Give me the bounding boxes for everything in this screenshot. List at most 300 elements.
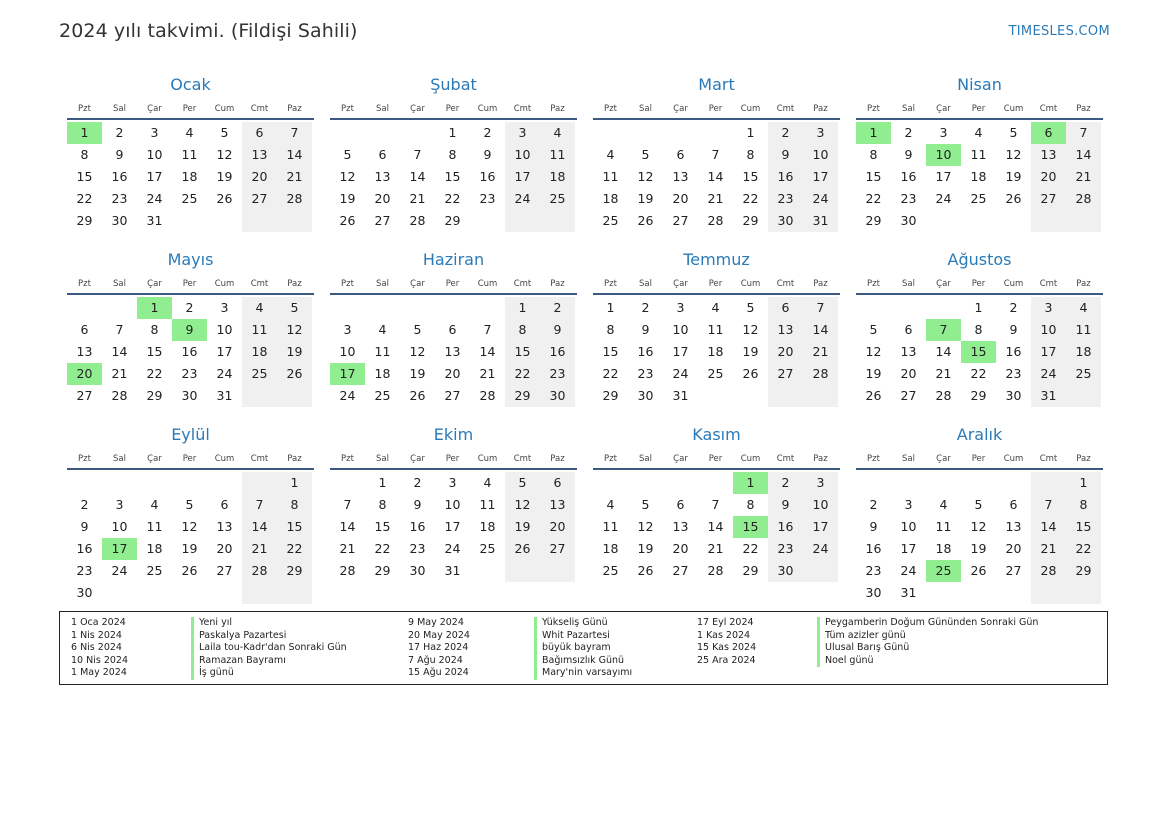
empty-cell <box>856 297 891 319</box>
day-cell: 21 <box>409 191 426 206</box>
day-cell: 17 <box>803 166 838 188</box>
weekday-label: Çar <box>147 279 162 289</box>
day-cell: 30 <box>111 213 128 228</box>
day-cell: 14 <box>409 169 426 184</box>
day-cell: 7 <box>242 494 277 516</box>
week-row <box>593 363 840 385</box>
day-cell: 3 <box>803 122 838 144</box>
day-cell: 13 <box>768 319 803 341</box>
empty-cell <box>365 122 400 144</box>
day-cell: 29 <box>742 563 759 578</box>
day-cell: 7 <box>483 322 492 337</box>
week-row <box>67 144 314 166</box>
month-12 <box>856 424 1103 604</box>
day-cell: 18 <box>540 166 575 188</box>
month-name: Temmuz <box>683 250 750 269</box>
day-cell: 8 <box>150 322 159 337</box>
weekday-label: Cmt <box>250 279 269 289</box>
day-cell: 28 <box>277 188 312 210</box>
week-row <box>330 144 577 166</box>
empty-cell <box>803 385 838 407</box>
empty-cell <box>207 582 242 604</box>
week-row <box>856 538 1103 560</box>
day-cell: 3 <box>150 125 159 140</box>
weekday-label: Paz <box>287 454 302 464</box>
weekday-header <box>67 277 314 293</box>
day-cell: 10 <box>1031 319 1066 341</box>
day-cell: 5 <box>869 322 878 337</box>
day-cell: 2 <box>115 125 124 140</box>
day-cell: 8 <box>378 497 387 512</box>
day-cell: 9 <box>413 497 422 512</box>
week-row <box>856 494 1103 516</box>
day-cell: 24 <box>146 191 163 206</box>
empty-cell <box>891 297 926 319</box>
day-cell: 15 <box>277 516 312 538</box>
week-row <box>593 341 840 363</box>
legend-holiday-name: Noel günü <box>817 655 1038 668</box>
month-name: Ekim <box>433 425 474 444</box>
month-7 <box>593 249 840 407</box>
day-cell: 6 <box>220 497 229 512</box>
week-row <box>856 319 1103 341</box>
day-cell: 1 <box>277 472 312 494</box>
day-cell: 2 <box>483 125 492 140</box>
day-cell: 3 <box>448 475 457 490</box>
day-cell: 30 <box>768 210 803 232</box>
day-cell: 9 <box>483 147 492 162</box>
weekday-label: Çar <box>936 454 951 464</box>
day-cell: 29 <box>374 563 391 578</box>
weekday-label: Pzt <box>867 279 880 289</box>
weekday-label: Cmt <box>1039 104 1058 114</box>
day-cell: 17 <box>672 344 689 359</box>
weekday-label: Paz <box>813 454 828 464</box>
week-row <box>330 494 577 516</box>
empty-cell <box>1066 210 1101 232</box>
day-cell: 19 <box>339 191 356 206</box>
empty-cell <box>996 582 1031 604</box>
day-cell: 5 <box>277 297 312 319</box>
day-cell: 9 <box>80 519 89 534</box>
page-title: 2024 yılı takvimi. (Fildişi Sahili) <box>59 20 358 42</box>
day-cell: 13 <box>1005 519 1022 534</box>
day-cell: 14 <box>277 144 312 166</box>
day-cell: 19 <box>277 341 312 363</box>
day-cell: 14 <box>935 344 952 359</box>
day-cell: 1 <box>606 300 615 315</box>
empty-cell <box>663 472 698 494</box>
month-name: Haziran <box>422 250 485 269</box>
day-cell: 12 <box>216 147 233 162</box>
weekday-label: Cum <box>1003 104 1024 114</box>
weekday-header <box>67 452 314 468</box>
holiday-legend <box>59 611 1108 685</box>
week-row <box>593 560 840 582</box>
day-cell: 29 <box>277 560 312 582</box>
weekday-label: Pzt <box>604 279 617 289</box>
weekday-label: Çar <box>147 104 162 114</box>
day-cell: 18 <box>602 541 619 556</box>
day-cell: 27 <box>216 563 233 578</box>
week-row <box>330 341 577 363</box>
header-divider <box>330 118 577 120</box>
week-row <box>330 472 577 494</box>
day-cell: 24 <box>803 538 838 560</box>
day-cell: 23 <box>479 191 496 206</box>
day-cell: 30 <box>540 385 575 407</box>
day-cell: 7 <box>343 497 352 512</box>
week-row <box>856 472 1103 494</box>
empty-cell <box>856 472 891 494</box>
day-cell: 7 <box>1031 494 1066 516</box>
weekday-header <box>330 102 577 118</box>
weekday-label: Sal <box>376 279 389 289</box>
empty-cell <box>891 472 926 494</box>
week-row <box>856 363 1103 385</box>
holiday-day-cell: 25 <box>926 560 961 582</box>
week-row <box>330 166 577 188</box>
day-cell: 19 <box>637 191 654 206</box>
day-cell: 30 <box>1005 388 1022 403</box>
weekday-header <box>856 102 1103 118</box>
day-cell: 4 <box>711 300 720 315</box>
day-cell: 25 <box>602 563 619 578</box>
legend-date: 20 May 2024 <box>408 629 470 641</box>
holiday-day-cell: 15 <box>961 341 996 363</box>
empty-cell <box>172 472 207 494</box>
day-cell: 14 <box>479 344 496 359</box>
legend-dates-column <box>697 617 756 667</box>
legend-names-column <box>817 617 1038 667</box>
day-cell: 30 <box>865 585 882 600</box>
weekday-label: Cmt <box>250 104 269 114</box>
week-row <box>856 144 1103 166</box>
empty-cell <box>803 560 838 582</box>
empty-cell <box>242 385 277 407</box>
header-divider <box>67 118 314 120</box>
empty-cell <box>277 582 312 604</box>
week-row <box>67 166 314 188</box>
day-cell: 19 <box>216 169 233 184</box>
day-cell: 10 <box>444 497 461 512</box>
day-cell: 10 <box>900 519 917 534</box>
empty-cell <box>628 122 663 144</box>
day-cell: 24 <box>216 366 233 381</box>
week-row <box>593 516 840 538</box>
day-cell: 26 <box>1005 191 1022 206</box>
week-row <box>856 166 1103 188</box>
day-cell: 26 <box>339 213 356 228</box>
day-cell: 18 <box>970 169 987 184</box>
day-cell: 2 <box>80 497 89 512</box>
day-cell: 22 <box>970 366 987 381</box>
week-row <box>593 472 840 494</box>
day-cell: 31 <box>900 585 917 600</box>
day-cell: 29 <box>742 213 759 228</box>
empty-cell <box>1066 385 1101 407</box>
weekday-label: Pzt <box>78 279 91 289</box>
empty-cell <box>172 210 207 232</box>
weekday-label: Sal <box>902 454 915 464</box>
day-cell: 26 <box>637 563 654 578</box>
week-row <box>330 516 577 538</box>
holiday-day-cell: 6 <box>1031 122 1066 144</box>
day-cell: 27 <box>76 388 93 403</box>
day-cell: 16 <box>1005 344 1022 359</box>
day-cell: 18 <box>374 366 391 381</box>
month-name: Ağustos <box>947 250 1012 269</box>
week-row <box>330 560 577 582</box>
empty-cell <box>698 122 733 144</box>
day-cell: 16 <box>540 341 575 363</box>
day-cell: 12 <box>865 344 882 359</box>
week-row <box>593 494 840 516</box>
day-cell: 5 <box>746 300 755 315</box>
day-cell: 28 <box>707 563 724 578</box>
week-row <box>67 341 314 363</box>
weekday-label: Pzt <box>341 454 354 464</box>
header-divider <box>330 468 577 470</box>
weekday-label: Paz <box>550 279 565 289</box>
day-cell: 8 <box>746 147 755 162</box>
week-row <box>593 385 840 407</box>
day-cell: 4 <box>540 122 575 144</box>
day-cell: 21 <box>1031 538 1066 560</box>
day-cell: 16 <box>900 169 917 184</box>
day-cell: 21 <box>111 366 128 381</box>
weekday-header <box>593 452 840 468</box>
day-cell: 26 <box>181 563 198 578</box>
day-cell: 22 <box>742 541 759 556</box>
weekday-label: Cmt <box>250 454 269 464</box>
day-cell: 9 <box>540 319 575 341</box>
empty-cell <box>102 297 137 319</box>
day-cell: 15 <box>865 169 882 184</box>
day-cell: 19 <box>637 541 654 556</box>
day-cell: 16 <box>409 519 426 534</box>
brand-link[interactable]: TIMESLES.COM <box>1008 24 1110 39</box>
month-3 <box>593 74 840 232</box>
day-cell: 28 <box>479 388 496 403</box>
day-cell: 20 <box>242 166 277 188</box>
day-cell: 30 <box>637 388 654 403</box>
day-cell: 13 <box>672 519 689 534</box>
empty-cell <box>400 297 435 319</box>
day-cell: 28 <box>803 363 838 385</box>
day-cell: 25 <box>602 213 619 228</box>
day-cell: 5 <box>185 497 194 512</box>
day-cell: 1 <box>448 125 457 140</box>
day-cell: 9 <box>1009 322 1018 337</box>
day-cell: 20 <box>374 191 391 206</box>
day-cell: 10 <box>339 344 356 359</box>
legend-date: 1 Nis 2024 <box>71 629 122 641</box>
day-cell: 28 <box>339 563 356 578</box>
week-row <box>67 472 314 494</box>
day-cell: 29 <box>76 213 93 228</box>
week-row <box>593 538 840 560</box>
day-cell: 7 <box>1066 122 1101 144</box>
header-divider <box>593 293 840 295</box>
day-cell: 22 <box>505 363 540 385</box>
day-cell: 30 <box>768 560 803 582</box>
weekday-label: Sal <box>113 279 126 289</box>
day-cell: 3 <box>904 497 913 512</box>
weekday-label: Per <box>971 454 986 464</box>
weekday-label: Paz <box>1076 104 1091 114</box>
weekday-label: Sal <box>639 279 652 289</box>
day-cell: 22 <box>76 191 93 206</box>
day-cell: 2 <box>413 475 422 490</box>
day-cell: 20 <box>1005 541 1022 556</box>
day-cell: 6 <box>540 472 575 494</box>
day-cell: 10 <box>672 322 689 337</box>
weekday-label: Pzt <box>867 454 880 464</box>
weekday-label: Cum <box>214 104 235 114</box>
day-cell: 3 <box>505 122 540 144</box>
empty-cell <box>768 385 803 407</box>
weekday-label: Sal <box>902 104 915 114</box>
legend-holiday-name: İş günü <box>191 667 347 680</box>
day-cell: 5 <box>641 147 650 162</box>
day-cell: 8 <box>606 322 615 337</box>
day-cell: 11 <box>374 344 391 359</box>
day-cell: 27 <box>242 188 277 210</box>
empty-cell <box>137 472 172 494</box>
month-name: Mart <box>698 75 735 94</box>
day-cell: 23 <box>409 541 426 556</box>
day-cell: 24 <box>803 188 838 210</box>
day-cell: 19 <box>970 541 987 556</box>
day-cell: 11 <box>540 144 575 166</box>
legend-date: 17 Haz 2024 <box>408 642 469 653</box>
day-cell: 28 <box>935 388 952 403</box>
legend-holiday-name: büyük bayram <box>534 642 632 655</box>
day-cell: 11 <box>181 147 198 162</box>
day-cell: 8 <box>1066 494 1101 516</box>
day-cell: 23 <box>111 191 128 206</box>
day-cell: 20 <box>768 341 803 363</box>
header-divider <box>330 293 577 295</box>
day-cell: 6 <box>242 122 277 144</box>
weekday-label: Çar <box>147 454 162 464</box>
weekday-label: Çar <box>410 104 425 114</box>
day-cell: 4 <box>606 497 615 512</box>
weekday-label: Çar <box>673 279 688 289</box>
day-cell: 3 <box>343 322 352 337</box>
day-cell: 24 <box>505 188 540 210</box>
day-cell: 25 <box>1066 363 1101 385</box>
day-cell: 6 <box>1009 497 1018 512</box>
day-cell: 25 <box>707 366 724 381</box>
holiday-day-cell: 1 <box>856 122 891 144</box>
weekday-label: Per <box>445 279 460 289</box>
day-cell: 19 <box>1005 169 1022 184</box>
legend-date: 1 Kas 2024 <box>697 629 751 641</box>
empty-cell <box>470 297 505 319</box>
day-cell: 2 <box>869 497 878 512</box>
day-cell: 2 <box>185 300 194 315</box>
day-cell: 3 <box>676 300 685 315</box>
day-cell: 28 <box>1066 188 1101 210</box>
weekday-label: Çar <box>410 279 425 289</box>
day-cell: 2 <box>641 300 650 315</box>
month-1 <box>67 74 314 232</box>
day-cell: 15 <box>742 169 759 184</box>
empty-cell <box>277 385 312 407</box>
day-cell: 4 <box>974 125 983 140</box>
day-cell: 27 <box>540 538 575 560</box>
empty-cell <box>435 297 470 319</box>
day-cell: 17 <box>146 169 163 184</box>
day-cell: 16 <box>479 169 496 184</box>
day-cell: 27 <box>1005 563 1022 578</box>
day-cell: 23 <box>540 363 575 385</box>
day-cell: 26 <box>970 563 987 578</box>
day-cell: 9 <box>768 144 803 166</box>
weekday-label: Pzt <box>341 104 354 114</box>
day-cell: 8 <box>80 147 89 162</box>
day-cell: 25 <box>374 388 391 403</box>
day-cell: 15 <box>602 344 619 359</box>
weekday-label: Cum <box>477 454 498 464</box>
month-11 <box>593 424 840 582</box>
day-cell: 26 <box>216 191 233 206</box>
legend-holiday-name: Peygamberin Doğum Gününden Sonraki Gün <box>817 617 1038 630</box>
legend-holiday-name: Laila tou-Kadr'dan Sonraki Gün <box>191 642 347 655</box>
holiday-day-cell: 20 <box>67 363 102 385</box>
day-cell: 18 <box>242 341 277 363</box>
legend-date: 17 Eyl 2024 <box>697 617 754 628</box>
week-row <box>593 210 840 232</box>
day-cell: 22 <box>742 191 759 206</box>
day-cell: 20 <box>672 541 689 556</box>
day-cell: 31 <box>672 388 689 403</box>
legend-holiday-name: Ramazan Bayramı <box>191 655 347 668</box>
day-cell: 4 <box>378 322 387 337</box>
day-cell: 24 <box>935 191 952 206</box>
holiday-day-cell: 9 <box>172 319 207 341</box>
day-cell: 15 <box>505 341 540 363</box>
weekday-label: Paz <box>287 279 302 289</box>
day-cell: 25 <box>540 188 575 210</box>
day-cell: 29 <box>970 388 987 403</box>
empty-cell <box>926 472 961 494</box>
day-cell: 3 <box>803 472 838 494</box>
week-row <box>330 210 577 232</box>
day-cell: 23 <box>76 563 93 578</box>
empty-cell <box>996 472 1031 494</box>
weekday-header <box>593 277 840 293</box>
empty-cell <box>330 122 365 144</box>
weekday-label: Cum <box>1003 454 1024 464</box>
day-cell: 28 <box>111 388 128 403</box>
weekday-header <box>856 277 1103 293</box>
day-cell: 27 <box>1031 188 1066 210</box>
day-cell: 17 <box>444 519 461 534</box>
day-cell: 16 <box>181 344 198 359</box>
day-cell: 5 <box>1009 125 1018 140</box>
weekday-label: Cum <box>214 454 235 464</box>
day-cell: 16 <box>865 541 882 556</box>
day-cell: 6 <box>904 322 913 337</box>
legend-date: 15 Kas 2024 <box>697 642 757 653</box>
weekday-label: Paz <box>1076 454 1091 464</box>
day-cell: 21 <box>1066 166 1101 188</box>
day-cell: 5 <box>220 125 229 140</box>
day-cell: 14 <box>1066 144 1101 166</box>
